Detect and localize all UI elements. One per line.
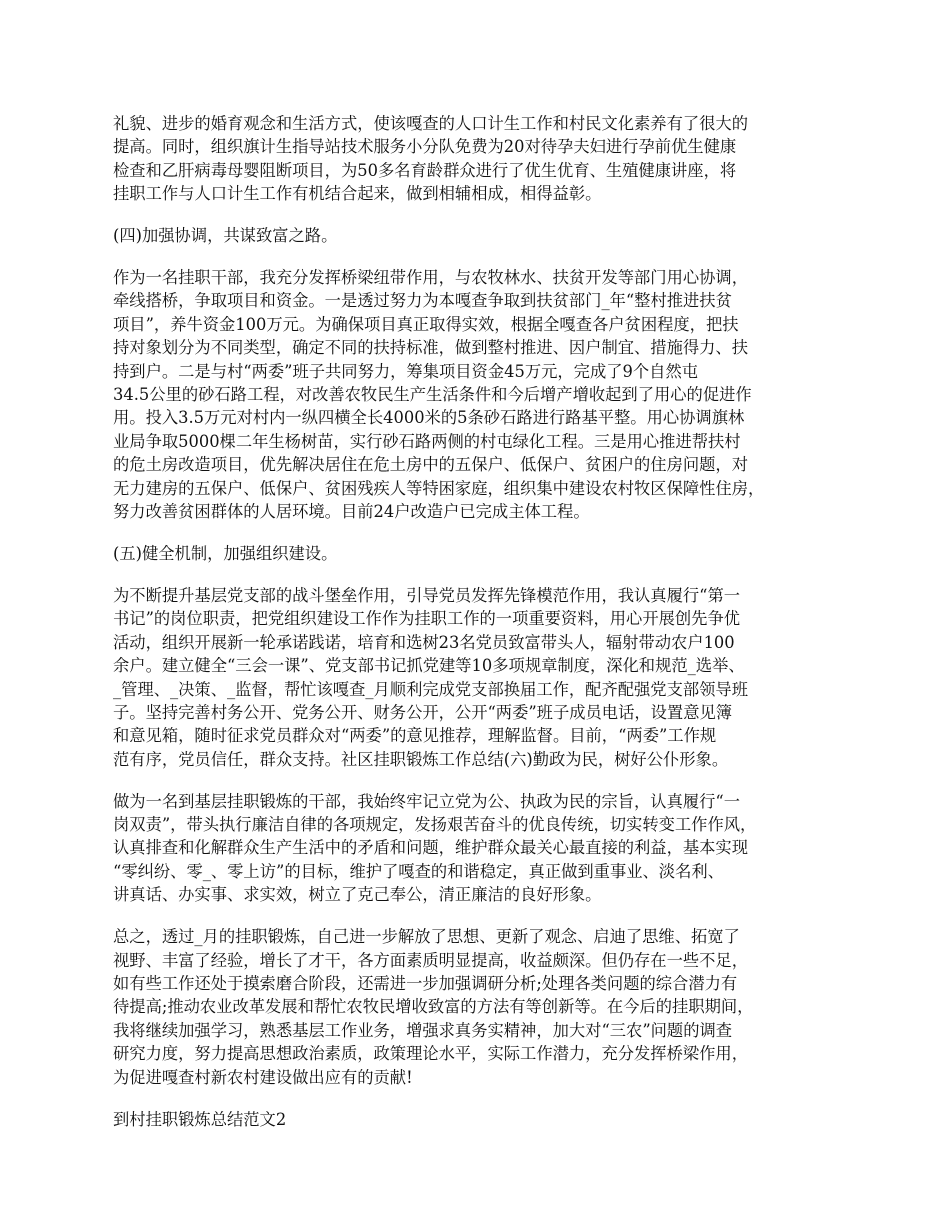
section-heading-4: (四)加强协调，共谋致富之路。 bbox=[113, 226, 338, 246]
paragraph-conclusion: 总之，透过_月的挂职锻炼，自己进一步解放了思想、更新了观念、启迪了思维、拓宽了 视野、丰富了经验，增长了才干，各方面素质明显提高，收益颇深。但仍存在一些不足， 如有些工作还处于摸索磨合阶段，还需进一步加强调研分析;处理各类问题的综合潜力有 待提高;推动农业改革发展和帮忙农牧民增收致富的方法有等创新等。在今后的挂职期间， 我将继续加强学习，熟悉基层工作业务，增强求真务实精神，加大对“三农”问题的调查 研究力度，努力提高思想政治素质，政策理论水平，实际工作潜力，充分发挥桥梁作用， 为促进嘎查村新农村建设做出应有的贡献! bbox=[113, 927, 754, 1087]
paragraph-intro: 礼貌、进步的婚育观念和生活方式，使该嘎查的人口计生工作和村民文化素养有了很大的 提高。同时，组织旗计生指导站技术服务小分队免费为20对待孕夫妇进行孕前优生健康 检查和乙肝病毒母婴阻断项目，为50多名育龄群众进行了优生优育、生殖健康讲座，将 挂职工作与人口计生工作有机结合起来，做到相辅相成，相得益彰。 bbox=[113, 114, 748, 204]
document-page bbox=[113, 112, 851, 1149]
section-heading-5: (五)健全机制，加强组织建设。 bbox=[113, 544, 338, 563]
paragraph-coordination: 作为一名挂职干部，我充分发挥桥梁纽带作用，与农牧林水、扶贫开发等部门用心协调， 牵线搭桥，争取项目和资金。一是透过努力为本嘎查争取到扶贫部门_年“整村推进扶贫 项目”，养牛资金100万元。为确保项目真正取得实效，根据全嘎查各户贫困程度，把扶 持对象划分为不同类型，确定不同的扶持标准，做到整村推进、因户制宜、措施得力、扶 持到户。二是与村“两委”班子共同努力，筹集项目资金45万元，完成了9个自然屯 34.5公里的砂石路工程，对改善农牧民生产生活条件和今后增产增收起到了用心的促进作 用。投入3.5万元对村内一纵四横全长4000米的5条砂石路进行路基平整。用心协调旗林 业局争取5000棵二年生杨树苗，实行砂石路两侧的村屯绿化工程。三是用心推进帮扶村 的危土房改造项目，优先解决居住在危土房中的五保户、低保户、贫困户的住房问题，对 无力建房的五保户、低保户、贫困残疾人等特困家庭，组织集中建设农村牧区保障性住房， 努力改善贫困群体的人居环境。目前24户改造户已完成主体工程。 bbox=[113, 268, 765, 522]
paragraph-integrity: 做为一名到基层挂职锻炼的干部，我始终牢记立党为公、执政为民的宗旨，认真履行“一 岗双责”，带头执行廉洁自律的各项规定，发扬艰苦奋斗的优良传统，切实转变工作作风， 认真排查和化解群众生产生活中的矛盾和问题，维护群众最关心最直接的利益，基本实现 “零纠纷、零_、零上访”的目标，维护了嘎查的和谐稳定，真正做到重事业、淡名利、 讲真话、办实事、求实效，树立了克己奉公，清正廉洁的良好形象。 bbox=[113, 791, 757, 905]
next-article-title: 到村挂职锻炼总结范文2 bbox=[113, 1109, 287, 1129]
paragraph-organization: 为不断提升基层党支部的战斗堡垒作用，引导党员发挥先锋模范作用，我认真履行“第一 书记”的岗位职责，把党组织建设工作作为挂职工作的一项重要资料，用心开展创先争优 活动，组织开展新一轮承诺践诺，培育和选树23名党员致富带头人，辐射带动农户100 余户。建立健全“三会一课”、党支部书记抓党建等10多项规章制度，深化和规范_选举、 _管理、_决策、_监督，帮忙该嘎查_月顺利完成党支部换届工作，配齐配强党支部领导班 子。坚持完善村务公开、党务公开、财务公开，公开“两委”班子成员电话，设置意见簿 和意见箱，随时征求党员群众对“两委”的意见推荐，理解监督。目前，“两委”工作规 范有序，党员信任，群众支持。社区挂职锻炼工作总结(六)勤政为民，树好公仆形象。 bbox=[113, 585, 748, 769]
